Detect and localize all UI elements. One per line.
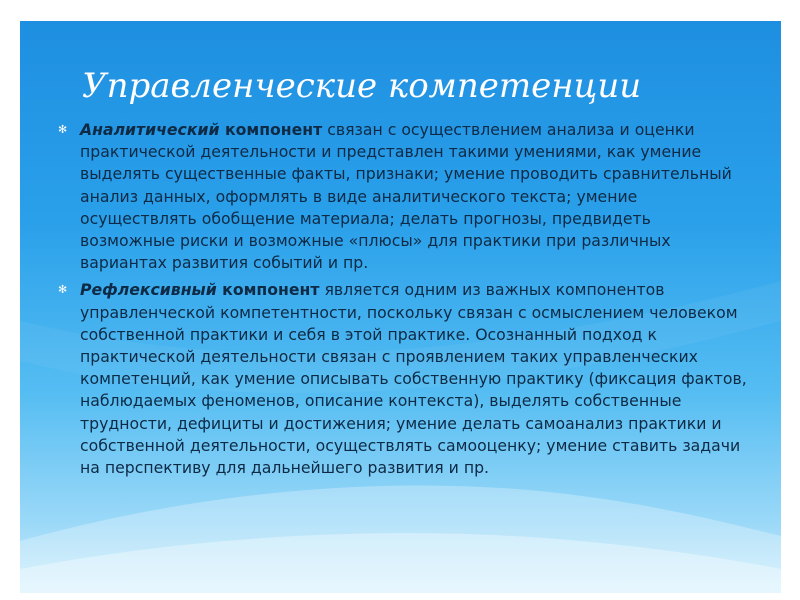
bullet-paragraph-reflexive — [58, 279, 748, 479]
snowflake-bullet-icon: ✻ — [58, 123, 68, 136]
slide — [20, 21, 781, 593]
paragraph-text: является одним из важных компонентов управленческой компетентности, поскольку связан с осмыслением человеком собственной практики и себя в этой практике. Осознанный подход к практической деятельности связан с проявлением таких управленческих компетенций, как умение описывать собственную практику (фиксация фактов, наблюдаемых феноменов, описание контекста), выделять собственные трудности, дефициты и достижения; умение делать самоанализ практики и собственной деятельности, осуществлять самооценку; умение ставить задачи на перспективу для дальнейшего развития и пр. — [80, 280, 747, 478]
slide-title: Управленческие компетенции — [82, 66, 642, 106]
paragraph-lead-italic: Рефлексивный — [80, 280, 217, 300]
paragraph-text: связан с осуществлением анализа и оценки практической деятельности и представлен такими умениями, как умение выделять существенные факты, признаки; умение проводить сравнительный анализ данных, оформлять в виде аналитического текста; умение осуществлять обобщение материала; делать прогнозы, предвидеть возможные риски и возможные «плюсы» для практики при различных вариантах развития событий и пр. — [80, 120, 732, 273]
paragraph-lead — [80, 280, 319, 299]
bullet-paragraph-analytical — [58, 119, 748, 274]
paragraph-lead-bold: компонент — [219, 120, 323, 139]
slide-body — [58, 119, 748, 484]
paragraph-lead — [80, 120, 322, 139]
paragraph-lead-italic: Аналитический — [80, 120, 220, 139]
snowflake-bullet-icon: ✻ — [58, 283, 68, 297]
paragraph-lead-bold: компонент — [216, 280, 320, 300]
